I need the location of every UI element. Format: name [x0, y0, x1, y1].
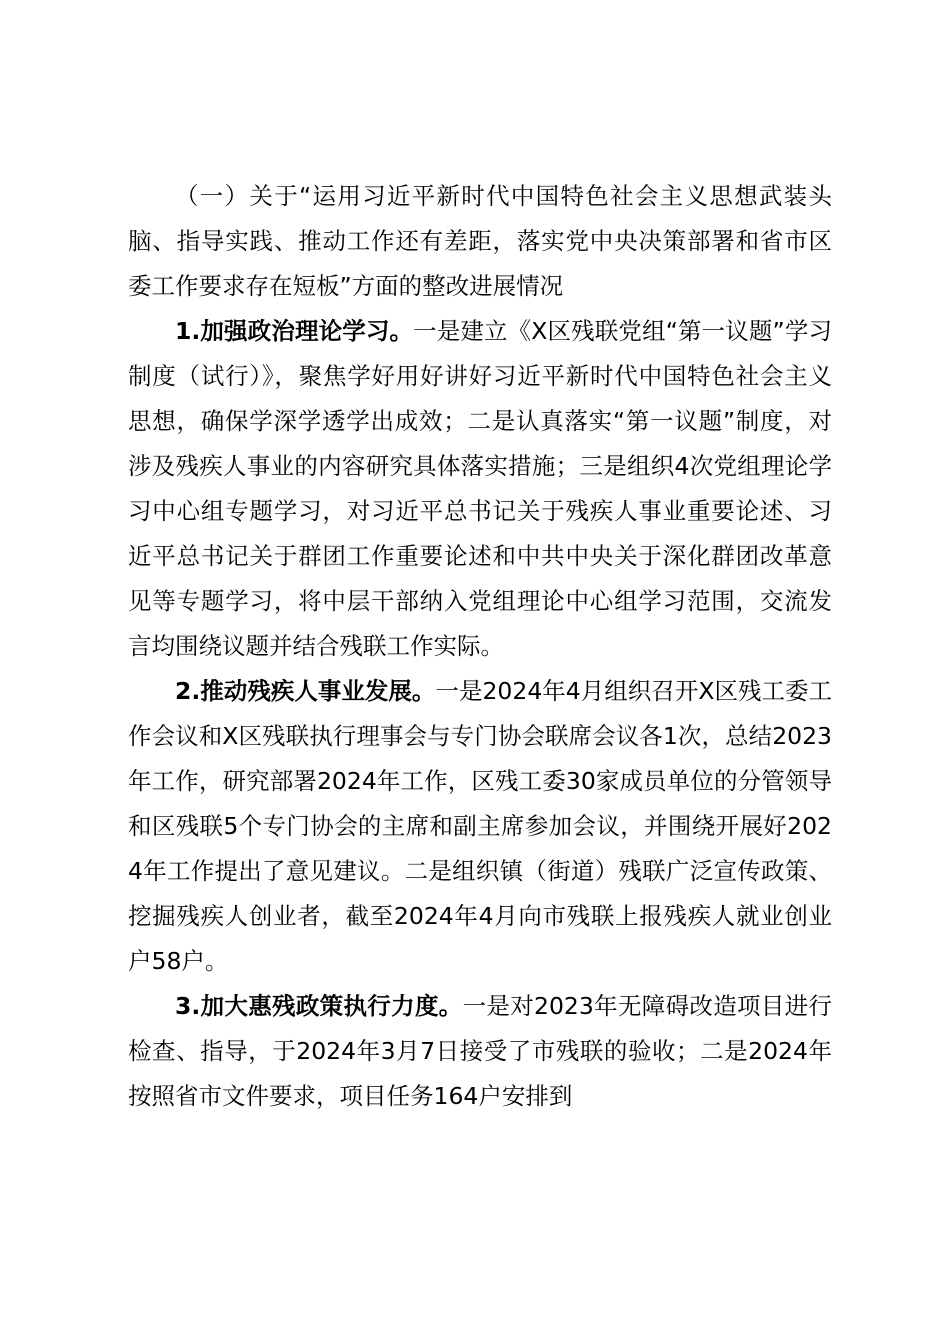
- item-body-1: 一是建立《X区残联党组“第一议题”学习制度（试行）》，聚焦学好用好讲好习近平新时代中国特色社会主义思想，确保学深学透学出成效；二是认真落实“第一议题”制度，对涉及残疾人事业的内容研究具体落实措施；三是组织4次党组理论学习中心组专题学习，对习近平总书记关于残疾人事业重要论述、习近平总书记关于群团工作重要论述和中共中央关于深化群团改革意见等专题学习，将中层干部纳入党组理论中心组学习范围，交流发言均围绕议题并结合残联工作实际。: [128, 317, 832, 660]
- item-body-3: 一是对2023年无障碍改造项目进行检查、指导，于2024年3月7日接受了市残联的验收；二是2024年按照省市文件要求，项目任务164户安排到: [128, 992, 832, 1110]
- item-paragraph-3: [128, 984, 832, 1119]
- item-body-2: 一是2024年4月组织召开X区残工委工作会议和X区残联执行理事会与专门协会联席会议各1次，总结2023年工作，研究部署2024年工作，区残工委30家成员单位的分管领导和区残联5个专门协会的主席和副主席参加会议，并围绕开展好2024年工作提出了意见建议。二是组织镇（街道）残联广泛宣传政策、挖掘残疾人创业者，截至2024年4月向市残联上报残疾人就业创业户58户。: [128, 677, 833, 975]
- section-heading: （一）关于“运用习近平新时代中国特色社会主义思想武装头脑、指导实践、推动工作还有差距，落实党中央决策部署和省市区委工作要求存在短板”方面的整改进展情况: [128, 182, 832, 300]
- document-page: [128, 174, 832, 1119]
- item-lead-2: 2.推动残疾人事业发展。: [175, 677, 436, 705]
- item-lead-3: 3.加大惠残政策执行力度。: [175, 992, 463, 1020]
- item-lead-1: 1.加强政治理论学习。: [175, 317, 414, 345]
- item-paragraph-1: [128, 309, 832, 669]
- item-paragraph-2: [128, 669, 832, 984]
